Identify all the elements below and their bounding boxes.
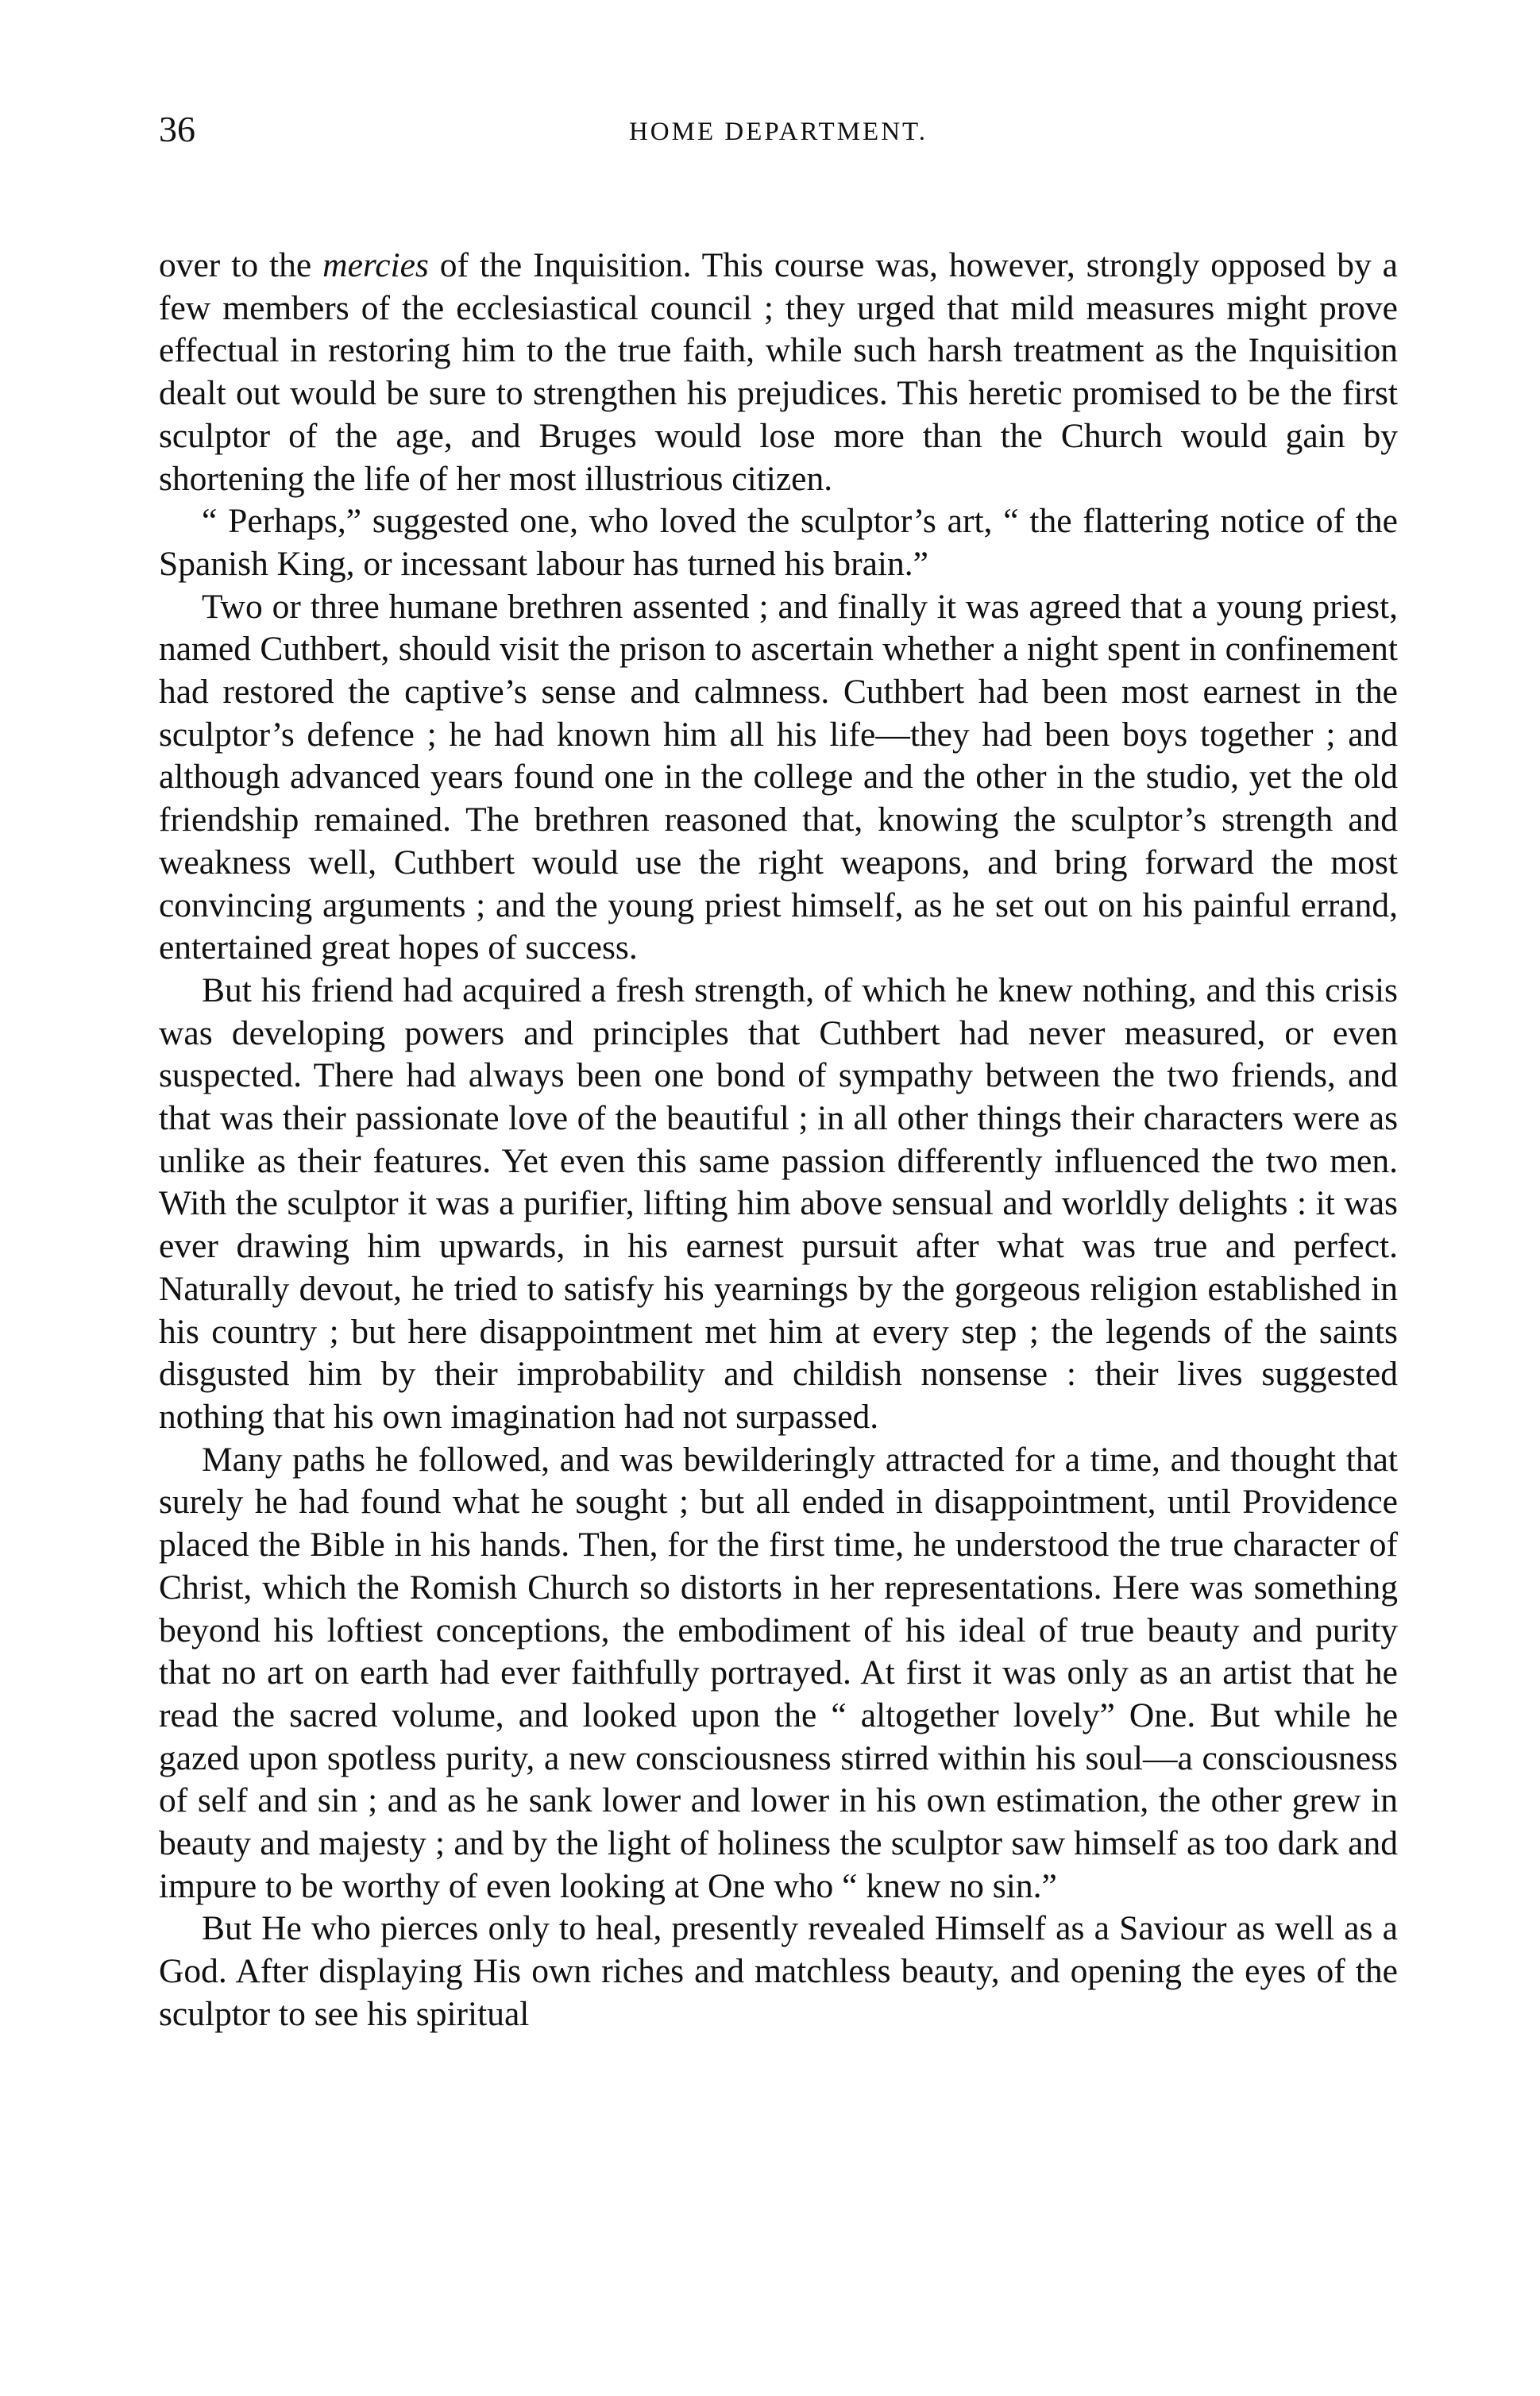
book-page	[159, 111, 1398, 2036]
paragraph-text: of the Inquisition. This course was, however, strongly opposed by a few members of the ecclesiastical council ; they urged that mild measures might prove effectual in restoring him to the true faith, while such harsh treatment as the Inquisition dealt out would be sure to strengthen his prejudices. This heretic promised to be the first sculptor of the age, and Bruges would lose more than the Church would gain by shortening the life of her most illustrious citizen.	[159, 246, 1398, 498]
page-header	[159, 111, 1398, 175]
page-number: 36	[159, 109, 195, 149]
body-text	[159, 245, 1398, 2036]
paragraph	[159, 245, 1398, 500]
emphasis-text: mercies	[322, 246, 429, 284]
paragraph: Two or three humane brethren assented ; and finally it was agreed that a young priest, named Cuthbert, should visit the prison to ascertain whether a night spent in confinement had restored the captive’s sense and calmness. Cuthbert had been most earnest in the sculptor’s defence ; he had known him all his life—they had been boys together ; and although advanced years found one in the college and the other in the studio, yet the old friendship remained. The brethren reasoned that, knowing the sculptor’s strength and weakness well, Cuthbert would use the right weapons, and bring forward the most convincing arguments ; and the young priest himself, as he set out on his painful errand, entertained great hopes of success.	[159, 587, 1398, 967]
paragraph: Many paths he followed, and was bewilderingly attracted for a time, and thought that surely he had found what he sought ; but all ended in disappointment, until Providence placed the Bible in his hands. Then, for the first time, he understood the true character of Christ, which the Romish Church so distorts in her representations. Here was something beyond his loftiest conceptions, the embodiment of his ideal of true beauty and purity that no art on earth had ever faithfully portrayed. At first it was only as an artist that he read the sacred volume, and looked upon the “ altogether lovely” One. But while he gazed upon spotless purity, a new consciousness stirred within his soul—a consciousness of self and sin ; and as he sank lower and lower in his own estimation, the other grew in beauty and majesty ; and by the light of holiness the sculptor saw himself as too dark and impure to be worthy of even looking at One who “ knew no sin.”	[159, 1440, 1398, 1905]
paragraph: “ Perhaps,” suggested one, who loved the sculptor’s art, “ the flattering notice of the Spanish King, or incessant labour has turned his brain.”	[159, 502, 1398, 583]
running-head: HOME DEPARTMENT.	[628, 118, 928, 146]
paragraph: But He who pierces only to heal, presently revealed Himself as a Saviour as well as a God. After displaying His own riches and matchless beauty, and opening the eyes of the sculptor to see his spiritual	[159, 1909, 1398, 2033]
paragraph-text: over to the	[159, 246, 323, 284]
paragraph: But his friend had acquired a fresh strength, of which he knew nothing, and this crisis was developing powers and principles that Cuthbert had never measured, or even suspected. There had always been one bond of sympathy between the two friends, and that was their passionate love of the beautiful ; in all other things their characters were as unlike as their features. Yet even this same passion differently influenced the two men. With the sculptor it was a purifier, lifting him above sensual and worldly delights : it was ever drawing him upwards, in his earnest pursuit after what was true and perfect. Naturally devout, he tried to satisfy his yearnings by the gorgeous religion established in his country ; but here disappointment met him at every step ; the legends of the saints disgusted him by their improbability and childish nonsense : their lives suggested nothing that his own imagination had not surpassed.	[159, 970, 1398, 1436]
